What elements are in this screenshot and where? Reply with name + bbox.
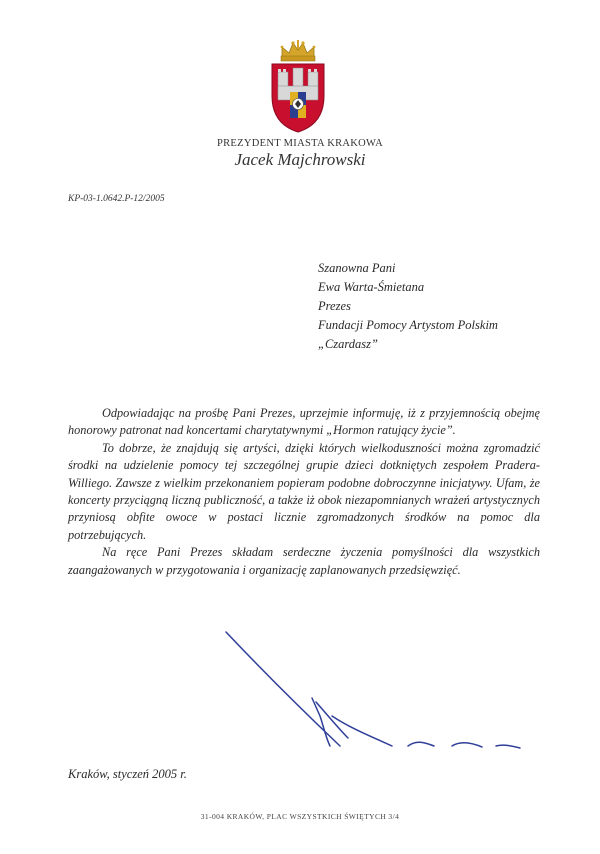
handwritten-signature [220,628,530,768]
place-date: Kraków, styczeń 2005 r. [68,767,187,781]
address-line: Prezes [318,299,351,313]
crown-icon [281,40,316,61]
address-line: Ewa Warta-Śmietana [318,280,425,294]
recipient-address [318,259,498,354]
president-name: Jacek Majchrowski [234,150,366,169]
footer-address: 31-004 KRAKÓW, PLAC WSZYSTKICH ŚWIĘTYCH 3/4 [200,812,400,821]
letter-body [68,405,540,579]
address-line: Fundacji Pomocy Artystom Polskim [318,318,498,332]
krakow-coat-of-arms-icon [268,38,328,134]
body-paragraph: Na ręce Pani Prezes składam serdeczne życzenia pomyślności dla wszystkich zaangażowanych w przygotowania i organizację zaplanowanych przedsięwzięć. [68,545,540,577]
address-line: Szanowna Pani [318,261,396,275]
address-line: „Czardasz” [318,337,378,351]
office-title: PREZYDENT MIASTA KRAKOWA [216,138,383,149]
shield-icon [272,64,324,132]
body-paragraph: Odpowiadając na prośbę Pani Prezes, uprzejmie informuję, iż z przyjemnością obejmę honorowy patronat nad koncertami charytatywnymi „Hormon ratujący życie”. [68,406,540,438]
reference-number: KP-03-1.0642.P-12/2005 [68,194,165,204]
body-paragraph: To dobrze, że znajdują się artyści, dzięki których wielkoduszności można zgromadzić środki na udzielenie pomocy tej szczególnej grupie dzieci dotkniętych zespołem Pradera-Williego. Zawsze z wielkim przekonaniem popieram podobne dobroczynne inicjatywy. Ufam, że koncerty przyciągną liczną publiczność, a także iż obok niezapomnianych wrażeń artystycznych przyniosą obfite owoce w postaci licznie zgromadzonych środków na pomoc dla potrzebujących. [68,440,540,542]
